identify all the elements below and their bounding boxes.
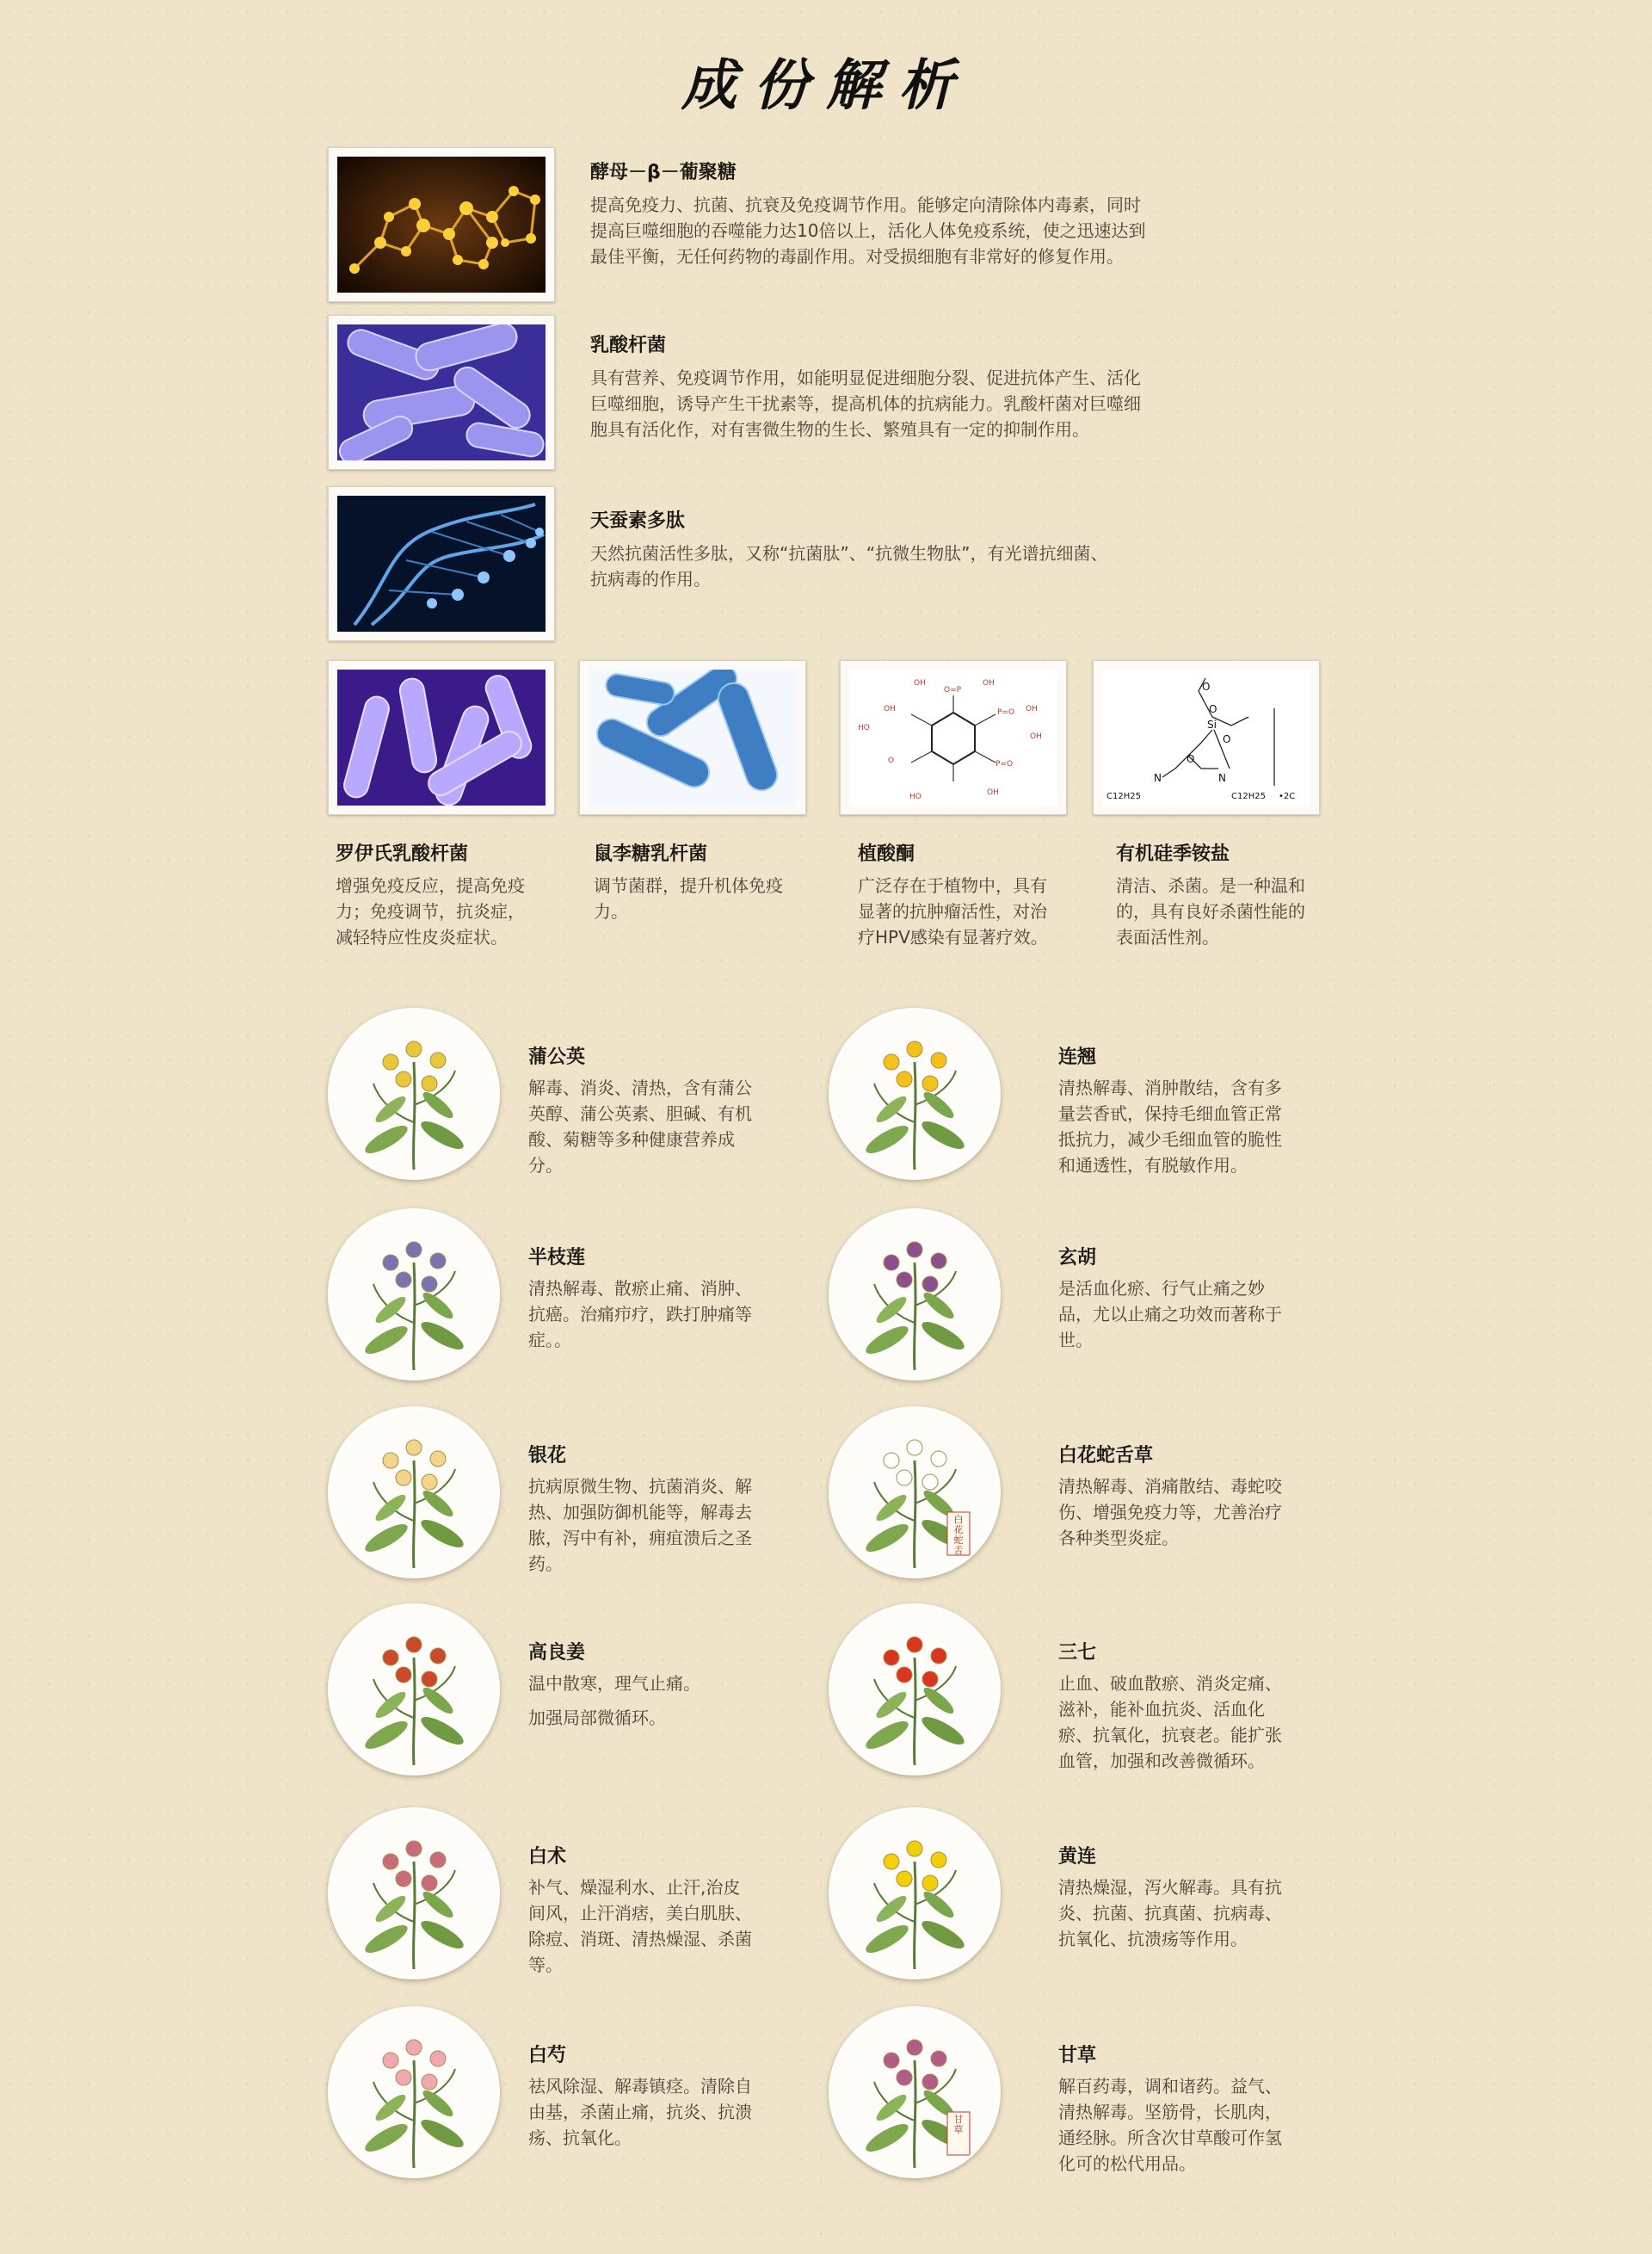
svg-text:OH: OH: [983, 679, 995, 688]
svg-text:P=O: P=O: [997, 708, 1015, 717]
svg-text:HO: HO: [858, 724, 870, 732]
svg-text:N: N: [1218, 772, 1226, 784]
herb-name: 蒲公英: [528, 1047, 586, 1068]
phytic-acid-structure-image: [840, 660, 1067, 815]
svg-text:O: O: [1209, 703, 1217, 715]
svg-text:P=O: P=O: [996, 760, 1014, 769]
herb-illustration: [328, 1008, 500, 1180]
svg-text:O: O: [1202, 681, 1211, 693]
yeast-glucan-image: [328, 147, 555, 302]
card-name: 植酸酮: [858, 843, 915, 865]
ingredient-name: 酵母－β－葡聚糖: [590, 162, 737, 183]
ingredient-name: 天蚕素多肽: [590, 510, 686, 532]
card-desc: 增强免疫反应，提高免疫 力；免疫调节，抗炎症， 减轻特应性皮炎症状。: [336, 875, 525, 948]
silicone-quat-structure-image: [1093, 660, 1320, 815]
ingredient-name: 乳酸杆菌: [590, 335, 667, 356]
svg-text:O: O: [888, 756, 895, 765]
herb-desc: 清热解毒、消肿散结，含有多 量芸香甙，保持毛细血管正常 抵抗力，减少毛细血管的脆性 和通透性，有脱敏作用。: [1058, 1078, 1282, 1176]
herb-name: 玄胡: [1058, 1247, 1097, 1269]
herb-illustration: [829, 1406, 1001, 1578]
svg-text:N: N: [1154, 772, 1162, 784]
herb-illustration: [829, 1208, 1001, 1380]
svg-text:C12H25: C12H25: [1231, 792, 1266, 801]
herb-illustration: [829, 2006, 1001, 2178]
svg-text:OH: OH: [1026, 705, 1038, 713]
ingredient-desc: 具有营养、免疫调节作用，如能明显促进细胞分裂、促进抗体产生、活化 巨噬细胞，诱导产生干扰素等，提高机体的抗病能力。乳酸杆菌对巨噬细 胞具有活化作，对有害微生物的生长、繁殖具有一定的抑制作用。: [590, 367, 1141, 440]
herb-illustration: [328, 1406, 500, 1578]
lactobacillus-image: [328, 315, 555, 470]
herb-name: 白芍: [528, 2045, 567, 2066]
herb-name: 三七: [1058, 1642, 1097, 1664]
herb-desc: 解毒、消炎、清热，含有蒲公 英醇、蒲公英素、胆碱、有机 酸、菊糖等多种健康营养成 分。: [528, 1078, 752, 1176]
herb-illustration: [328, 1807, 500, 1979]
svg-text:Si: Si: [1207, 719, 1217, 731]
cecropin-peptide-image: [328, 486, 555, 641]
svg-text:OH: OH: [884, 705, 896, 713]
herb-desc: 祛风除湿、解毒镇痉。清除自 由基，杀菌止痛，抗炎、抗溃 疡、抗氧化。: [528, 2076, 752, 2148]
svg-text:OH: OH: [914, 679, 926, 688]
herb-illustration: [328, 1603, 500, 1775]
svg-text:HO: HO: [909, 793, 922, 801]
herb-name: 甘草: [1058, 2045, 1097, 2066]
herb-desc: 止血、破血散瘀、消炎定痛、 滋补，能补血抗炎、活血化 瘀、抗氧化，抗衰老。能扩张 血管，加强和改善微循环。: [1058, 1673, 1282, 1771]
herb-desc: 补气、燥湿利水、止汗,治皮 间风，止汗消痞，美白肌肤、 除痘、消斑、清热燥湿、杀菌 等。: [528, 1877, 752, 1975]
ingredient-desc: 提高免疫力、抗菌、抗衰及免疫调节作用。能够定向清除体内毒素，同时 提高巨噬细胞的吞噬能力达10倍以上，活化人体免疫系统，使之迅速达到 最佳平衡，无任何药物的毒副作用。对受损细胞有非常好的修复作用。: [590, 195, 1146, 267]
herb-desc: 清热解毒、散瘀止痛、消肿、 抗癌。治痛疖疗，跌打肿痛等 症。。: [528, 1278, 752, 1350]
svg-text:O=P: O=P: [944, 686, 962, 695]
herb-name: 高良姜: [528, 1642, 586, 1664]
rhamnosus-bacteria-image: [579, 660, 806, 815]
herb-desc: 解百药毒，调和诸药。益气、 清热解毒。坚筋骨，长肌肉， 通经脉。所含次甘草酸可作氢 化可的松代用品。: [1058, 2076, 1282, 2174]
svg-text:O: O: [1187, 753, 1195, 765]
herb-name: 黄连: [1058, 1846, 1097, 1868]
herb-desc: 温中散寒，理气止痛。 加强局部微循环。: [528, 1673, 700, 1728]
svg-text:OH: OH: [1030, 732, 1042, 741]
herb-stamp: 甘草: [953, 2114, 964, 2135]
card-name: 罗伊氏乳酸杆菌: [336, 843, 469, 865]
herb-name: 白术: [528, 1846, 567, 1868]
svg-text:OH: OH: [987, 788, 999, 797]
herb-desc: 抗病原微生物、抗菌消炎、解 热、加强防御机能等，解毒去 脓，泻中有补，痈疽溃后之圣 药。: [528, 1476, 752, 1574]
herb-stamp: 白花蛇舌: [953, 1514, 964, 1556]
card-desc: 清洁、杀菌。是一种温和 的，具有良好杀菌性能的 表面活性剂。: [1116, 875, 1305, 948]
herb-name: 白花蛇舌草: [1058, 1445, 1154, 1467]
card-name: 鼠李糖乳杆菌: [594, 843, 708, 865]
card-name: 有机硅季铵盐: [1116, 843, 1230, 865]
herb-name: 银花: [528, 1445, 567, 1467]
svg-text:C12H25: C12H25: [1106, 792, 1141, 801]
herb-illustration: [829, 1807, 1001, 1979]
ingredient-desc: 天然抗菌活性多肽，又称“抗菌肽”、“抗微生物肽”，有光谱抗细菌、 抗病毒的作用。: [590, 543, 1108, 590]
herb-illustration: [829, 1603, 1001, 1775]
herb-illustration: [829, 1008, 1001, 1180]
herb-illustration: [328, 1208, 500, 1380]
svg-text:O: O: [1223, 733, 1231, 745]
herb-desc: 清热燥湿，泻火解毒。具有抗 炎、抗菌、抗真菌、抗病毒、 抗氧化、抗溃疡等作用。: [1058, 1877, 1282, 1949]
page-title: 成份解析: [681, 53, 971, 118]
herb-name: 连翘: [1058, 1047, 1097, 1068]
card-desc: 广泛存在于植物中，具有 显著的抗肿瘤活性，对治 疗HPV感染有显著疗效。: [858, 875, 1048, 948]
svg-text:•2C: •2C: [1279, 792, 1296, 801]
herb-illustration: [328, 2006, 500, 2178]
herb-name: 半枝莲: [528, 1247, 586, 1269]
herb-desc: 是活血化瘀、行气止痛之妙 品，尤以止痛之功效而著称于 世。: [1058, 1278, 1282, 1350]
card-desc: 调节菌群，提升机体免疫 力。: [594, 875, 783, 922]
reuteri-bacteria-image: [328, 660, 555, 815]
herb-desc: 清热解毒、消痛散结、毒蛇咬 伤、增强免疫力等，尤善治疗 各种类型炎症。: [1058, 1476, 1282, 1548]
